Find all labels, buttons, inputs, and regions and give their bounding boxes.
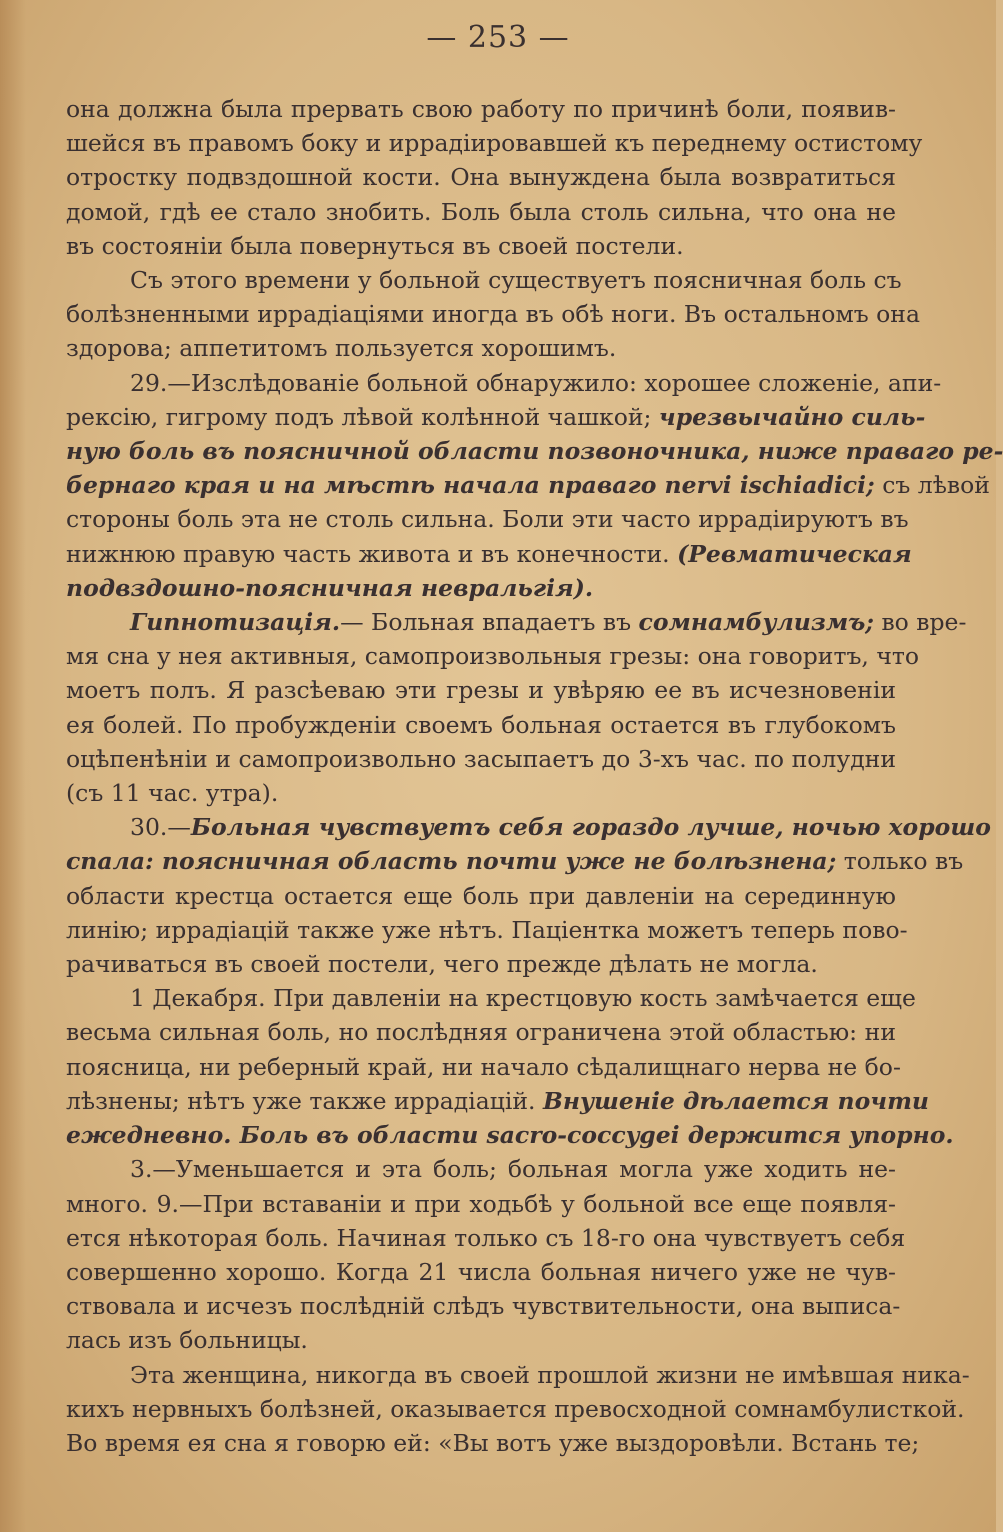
text-run: только въ: [836, 847, 964, 876]
text-run: весьма сильная боль, но послѣдняя ограничена этой областью: ни: [66, 1018, 896, 1047]
paragraph: [66, 810, 991, 981]
text-line: [66, 366, 942, 400]
text-run: Съ этого времени у больной существуетъ поясничная боль съ: [130, 266, 902, 295]
text-line: [66, 1152, 896, 1186]
text-run: области крестца остается еще боль при давленіи на серединную: [66, 881, 896, 910]
text-line: [66, 1289, 901, 1323]
body-text: [66, 92, 1003, 1460]
text-run: много. 9.—При вставаніи и при ходьбѣ у больной все еще появля-: [66, 1189, 896, 1218]
paragraph: [66, 92, 923, 263]
text-run: оцѣпенѣніи и самопроизвольно засыпаетъ до 3-хъ час. по полудни: [66, 744, 896, 773]
text-line: [66, 708, 896, 742]
text-line: [66, 502, 909, 536]
text-run: моетъ полъ. Я разсѣеваю эти грезы и увѣряю ее въ исчезновеніи: [66, 676, 896, 705]
text-line: [66, 1255, 896, 1289]
text-run: рексію, гигрому подъ лѣвой колѣнной чашкой;: [66, 402, 659, 431]
text-line: [66, 1358, 970, 1392]
italic-run: подвздошно-поясничная невральгія).: [66, 573, 594, 602]
text-run: кихъ нервныхъ болѣзней, оказывается превосходной сомнамбулисткой.: [66, 1394, 965, 1423]
text-run: 29.—Изслѣдованіе больной обнаружило: хорошее сложеніе, апи-: [130, 368, 942, 397]
text-line: [66, 947, 896, 981]
text-line: [66, 263, 902, 297]
text-run: 30.—: [130, 813, 191, 842]
text-line: [66, 1015, 896, 1049]
text-line: [66, 639, 920, 673]
text-run: ея болей. По пробужденіи своемъ больная остается въ глубокомъ: [66, 710, 896, 739]
paragraph: [66, 1358, 970, 1461]
text-line: [66, 742, 896, 776]
text-line: [66, 92, 896, 126]
text-line: [66, 776, 896, 810]
text-line: [66, 673, 896, 707]
text-run: 1 Декабря. При давленіи на крестцовую кость замѣчается еще: [130, 984, 916, 1013]
text-line: [66, 1426, 920, 1460]
italic-run: спала: поясничная область почти уже не болѣзнена;: [66, 847, 837, 876]
text-run: лась изъ больницы.: [66, 1326, 308, 1355]
text-run: во вре-: [873, 608, 967, 637]
text-run: совершенно хорошо. Когда 21 числа больная ничего уже не чув-: [66, 1257, 896, 1286]
paragraph: [66, 605, 967, 810]
text-run: лѣзнены; нѣтъ уже также иррадіацій.: [66, 1086, 543, 1115]
text-run: домой, гдѣ ее стало знобить. Боль была столь сильна, что она не: [66, 197, 896, 226]
text-run: нижнюю правую часть живота и въ конечности.: [66, 539, 678, 568]
text-line: [66, 1084, 930, 1118]
text-line: [66, 434, 1003, 468]
italic-run: ную боль въ поясничной области позвоночника, ниже праваго ре-: [66, 437, 1003, 466]
italic-run: чрезвычайно силь-: [658, 402, 926, 431]
text-line: [66, 810, 991, 844]
page-number: — 253 —: [426, 20, 570, 55]
paragraph: [66, 366, 1003, 605]
text-run: въ состояніи была повернуться въ своей постели.: [66, 231, 684, 260]
text-line: [66, 605, 967, 639]
text-line: [66, 126, 923, 160]
text-run: шейся въ правомъ боку и иррадіировавшей къ переднему остистому: [66, 129, 923, 158]
text-run: она должна была прервать свою работу по причинѣ боли, появив-: [66, 95, 896, 123]
italic-run: Гипнотизація.: [130, 608, 341, 637]
text-run: — Больная впадаетъ въ: [340, 608, 639, 637]
text-run: ствовала и исчезъ послѣдній слѣдъ чувствительности, она выписа-: [66, 1292, 901, 1321]
text-run: 3.—Уменьшается и эта боль; больная могла уже ходить не-: [130, 1155, 896, 1184]
text-line: [66, 571, 896, 605]
text-line: [66, 844, 964, 878]
italic-run: Внушеніе дѣлается почти: [543, 1086, 930, 1115]
text-line: [66, 195, 896, 229]
text-run: рачиваться въ своей постели, чего прежде дѣлать не могла.: [66, 950, 818, 979]
text-run: болѣзненными иррадіаціями иногда въ обѣ ноги. Въ остальномъ она: [66, 300, 920, 329]
paragraph: [66, 263, 920, 366]
text-line: [66, 468, 990, 502]
paragraph: [66, 1152, 906, 1357]
text-run: (съ 11 час. утра).: [66, 779, 279, 808]
text-run: Эта женщина, никогда въ своей прошлой жизни не имѣвшая ника-: [130, 1360, 970, 1389]
text-run: Во время ея сна я говорю ей: «Вы вотъ уже выздоровѣли. Встань те;: [66, 1428, 920, 1457]
text-run: съ лѣвой: [874, 471, 990, 500]
text-line: [66, 1221, 906, 1255]
italic-run: бернаго края и на мѣстѣ начала праваго nervi ischiadici;: [66, 471, 875, 500]
text-run: линію; иррадіацій также уже нѣтъ. Паціентка можетъ теперь пово-: [66, 915, 908, 944]
text-line: [66, 160, 896, 194]
paragraph: [66, 981, 954, 1152]
text-line: [66, 1118, 954, 1152]
text-line: [66, 913, 908, 947]
text-line: [66, 537, 912, 571]
text-line: [66, 1050, 901, 1084]
text-line: [66, 981, 916, 1015]
text-line: [66, 1323, 896, 1357]
italic-run: (Ревматическая: [677, 539, 912, 568]
text-run: отростку подвздошной кости. Она вынуждена была возвратиться: [66, 163, 896, 192]
text-run: стороны боль эта не столь сильна. Боли эти часто иррадіируютъ въ: [66, 505, 909, 534]
text-run: мя сна у нея активныя, самопроизвольныя грезы: она говоритъ, что: [66, 642, 920, 671]
page-edge-shadow: [0, 0, 26, 1532]
text-line: [66, 400, 926, 434]
text-run: ется нѣкоторая боль. Начиная только съ 18-го она чувствуетъ себя: [66, 1223, 906, 1252]
italic-run: Больная чувствуетъ себя гораздо лучше, ночью хорошо: [190, 813, 991, 842]
text-run: здорова; аппетитомъ пользуется хорошимъ.: [66, 334, 617, 363]
text-line: [66, 229, 896, 263]
italic-run: сомнамбулизмъ;: [638, 608, 874, 637]
text-line: [66, 297, 920, 331]
text-line: [66, 1187, 896, 1221]
text-line: [66, 331, 896, 365]
italic-run: ежедневно. Боль въ области sacro-coccygei держится упорно.: [66, 1121, 954, 1150]
text-run: поясница, ни реберный край, ни начало сѣдалищнаго нерва не бо-: [66, 1052, 901, 1081]
text-line: [66, 1392, 965, 1426]
text-line: [66, 879, 896, 913]
